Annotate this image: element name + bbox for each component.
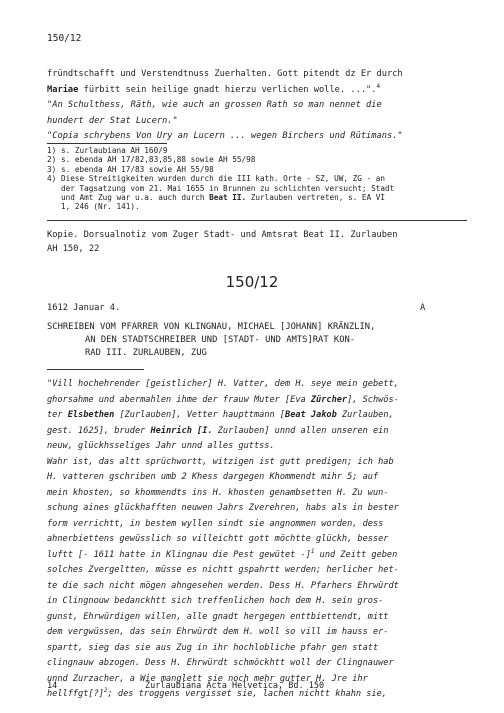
letter-line [47, 517, 467, 533]
text-run: fürbitt sein heilige gnadt hierzu verlichen wolle. ...". [78, 84, 377, 95]
text-run: s. ebenda AH 17/83 sowie AH 55/98 [61, 164, 214, 174]
footnote-ref: 1 [310, 547, 315, 555]
footnotes [47, 146, 467, 212]
footnote-line [61, 146, 167, 155]
text-run: clingnauw abzogen. Dess H. Ehrwürdt schmöckhtt woll der Clingnauwer [47, 658, 394, 668]
letter-line [47, 408, 467, 424]
letter-line [47, 470, 467, 486]
footnote-line [61, 202, 394, 211]
letter-line [47, 439, 467, 455]
text-run: s. Zurlaubiana AH 160/9 [61, 146, 168, 155]
letter-line [47, 594, 467, 610]
text-run: unnd Zurzacher, a Wie manglett sie noch mehr gutter H. Jre ihr [47, 673, 368, 684]
document-date: 1612 Januar 4. [47, 303, 121, 313]
text-run: in Clingnouw bedanckhtt sich treffenlichen hoch dem H. sein gros- [47, 596, 384, 606]
footer-series-title: Zurlaubiana Acta Helvetica, Bd. 150 [145, 681, 325, 691]
name-emphasis: Heinrich [I. [150, 425, 213, 436]
text-run: solches Zvergeltten, müsse es nichtt gspahrtt werden; herlicher het- [47, 565, 399, 575]
footnote-ref: 2 [103, 687, 108, 695]
text-run: Diese Streitigkeiten wurden durch die III kath. Orte - SZ, UW, ZG - an [61, 174, 385, 184]
page-header-number: 150/12 [47, 33, 82, 44]
letter-line [47, 455, 467, 471]
name-emphasis: Elsbethen [67, 410, 115, 420]
footnote-number: 3) [47, 164, 57, 174]
text-run: spartt, sieg das sie aus Zug in ihr hochlobliche pfahr gen statt [47, 642, 379, 653]
letter-line [47, 532, 467, 548]
footnote-line [61, 193, 394, 202]
text-run: s. ebenda AH 17/82,83,85,88 sowie AH 55/98 [61, 155, 256, 165]
name-emphasis: Beat Jakob [285, 410, 337, 420]
document-number: 150/12 [225, 273, 279, 291]
text-run: H. vatteren gschriben umb 2 Khess dargegen Khommendt mihr 5; auf [47, 472, 379, 482]
footnote-line [61, 184, 394, 193]
footnote [47, 174, 467, 212]
intro-line [47, 83, 403, 99]
name-emphasis: Beat II. [209, 193, 247, 203]
letter-line [47, 393, 467, 409]
footnote-ref: 4 [376, 82, 381, 90]
footer-page-number: 14 [47, 681, 58, 691]
footnote-number: 1) [47, 146, 57, 155]
heading-underline [47, 369, 144, 370]
text-run: gest. 1625], bruder [47, 425, 151, 436]
footnote-separator [47, 143, 167, 144]
intro-line [47, 98, 403, 114]
name-emphasis: Zürcher [310, 394, 348, 405]
footnote-line [61, 165, 214, 174]
text-run: form verrichtt, in bestem wyllen sindt sie angnommen worden, dess [47, 518, 384, 529]
footnote-number: 2) [47, 155, 57, 165]
letter-line [47, 625, 467, 641]
text-run: dem vergwüssen, das sein Ehrwürdt dem H. woll so vill im hauss er- [47, 627, 389, 637]
text-run: Zurlauben] unnd allen unseren ein [212, 425, 389, 436]
text-run: der Tagsatzung vom 21. Mai 1655 in Brunnen zu schlichten versucht; Stadt [61, 183, 395, 193]
footnote [47, 165, 467, 174]
text-run: Zurlauben, [336, 410, 394, 420]
text-run: und Amt Zug war u.a. auch durch [61, 193, 210, 203]
kopie-line: Kopie. Dorsualnotiz vom Zuger Stadt- und Amtsrat Beat II. Zurlauben [47, 230, 398, 240]
text-run: "Copia schrybens Von Ury an Lucern ... wegen Birchers und Rütimans." [47, 131, 403, 141]
text-run: luftt [- 1611 hatte in Klingnau die Pest gewütet -] [47, 549, 311, 560]
letter-line [47, 656, 467, 672]
text-run: ghorsahme und abermahlen ihme der frauw Muter [Eva [47, 394, 311, 405]
text-run: hellffgt[?] [47, 689, 104, 699]
letter-line [47, 377, 467, 393]
footnote-line [61, 155, 255, 164]
text-run: schung aines glückhafften neuwen Jahrs Zverehren, habs als in bester [47, 503, 399, 513]
footnote [47, 146, 467, 155]
intro-text [47, 67, 403, 145]
text-run: mein khosten, so khommendts ins H. khosten genambsetten H. Zu wun- [47, 487, 389, 498]
letter-line [47, 579, 467, 595]
text-run: Wahr ist, das altt sprüchwortt, witzigen ist gutt predigen; ich hab [47, 456, 394, 467]
letter-line [47, 548, 467, 564]
footnote-text [61, 174, 394, 212]
text-run: Zurlauben vertreten, s. EA VI [246, 193, 385, 203]
name-emphasis: Mariae [47, 84, 79, 95]
text-run: 1, 246 (Nr. 141). [61, 202, 140, 212]
footnote-text [61, 146, 167, 155]
text-run: "Vill hochehrender [geistlicher] H. Vatter, dem H. seye mein gebett, [47, 379, 399, 389]
footnote-number: 4) [47, 174, 57, 184]
text-run: ahnerbiettens gewüsslich so villeichtt gott möchtte glückh, besser [47, 534, 389, 544]
text-run: [Zurlauben], Vetter haupttmann [ [114, 410, 286, 420]
text-run: ter [47, 410, 68, 420]
text-run: fründtschafft und Verstendtnuss Zuerhalten. Gott pitendt dz Er durch [47, 69, 403, 79]
text-run: ; des troggens vergisset sie, lachen nichtt khahn sie, [107, 689, 387, 699]
kopie-note [47, 228, 397, 256]
text-run: "An Schulthess, Räth, wie auch an grossen Rath so man nennet die [47, 100, 382, 110]
letter-line [47, 501, 467, 517]
letter-line [47, 424, 467, 440]
letter-line [47, 486, 467, 502]
letter-line [47, 641, 467, 657]
text-run: ], Schwös- [347, 394, 399, 405]
footnote-text [61, 165, 214, 174]
intro-line [47, 114, 403, 130]
kopie-line: AH 150, 22 [47, 244, 100, 254]
letter-line [47, 610, 467, 626]
text-run: hundert der Stat Lucern." [47, 115, 178, 126]
letter-line [47, 563, 467, 579]
heading-line: SCHREIBEN VOM PFARRER VON KLINGNAU, MICHAEL [JOHANN] KRÄNZLIN, [47, 322, 376, 332]
letter-text [47, 377, 467, 703]
heading-line: AN DEN STADTSCHREIBER UND [STADT- UND AMTS]RAT KON- [85, 335, 356, 346]
text-run: neuw, glückhsseliges Jahr unnd alles guttss. [47, 441, 275, 451]
footnote-line [61, 174, 394, 183]
intro-line [47, 67, 403, 83]
heading-line: RAD III. ZURLAUBEN, ZUG [85, 348, 207, 359]
section-divider [47, 220, 467, 221]
document-heading [47, 321, 375, 361]
text-run: und Zeitt geben [314, 549, 398, 560]
text-run: te die sach nicht mögen ahngesehen werden. Dess H. Pfarhers Ehrwürdt [47, 580, 399, 591]
footnote [47, 155, 467, 164]
document-marker: A [420, 303, 426, 313]
text-run: gunst, Ehrwürdigen willen, alle gnadt hergegen enttbiettendt, mitt [47, 611, 389, 622]
footnote-text [61, 155, 255, 164]
